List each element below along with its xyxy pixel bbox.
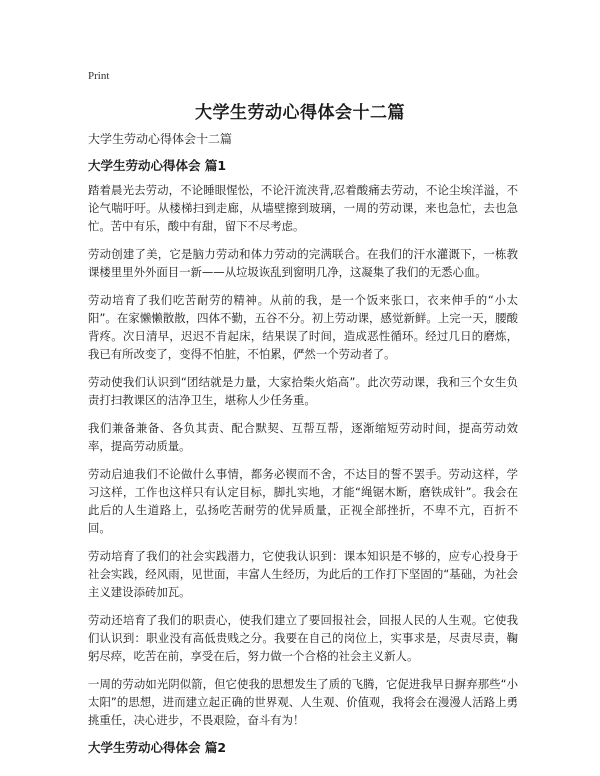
paragraph-5: 我们兼备兼备、各负其责、配合默契、互帮互帮，逐渐缩短劳动时间，提高劳动效率，提高劳动质量。 (88, 421, 518, 453)
page-title: 大学生劳动心得体会十二篇 (195, 103, 405, 123)
section-heading-1: 大学生劳动心得体会 篇1 (88, 158, 227, 173)
paragraph-1: 踏着晨光去劳动，不论睡眼惺忪，不论汗流浃背,忍着酸痛去劳动，不论尘埃洋溢，不论气喘吁吁。从楼梯扫到走廊，从墙壁擦到玻璃，一周的劳动课，来也急忙，去也急忙。苦中有乐，酸中有甜，留下不尽考虑。 (88, 183, 518, 233)
paragraph-9: 一周的劳动如光阴似箭，但它使我的思想发生了质的飞腾，它促进我早日摒弃那些“小太阳”的思想，进而建立起正确的世界观、人生观、价值观，我将会在漫漫人活路上勇挑重任，决心进步，不畏艰险，奋斗有为！ (88, 677, 518, 727)
paragraph-6: 劳动启迪我们不论做什么事情，都务必锲而不舍，不达目的誓不罢手。劳动这样，学习这样，工作也这样只有认定目标，脚扎实地，才能“绳锯木断，磨铁成针”。我会在此后的人生道路上，弘扬吃苦耐劳的优异质量，正视全部挫折，不卑不亢，百折不回。 (88, 467, 518, 535)
section-heading-2: 大学生劳动心得体会 篇2 (88, 740, 227, 755)
paragraph-4: 劳动使我们认识到“团结就是力量，大家拾柴火焰高”。此次劳动课，我和三个女生负责打扫教课区的洁净卫生，堪称人少任务重。 (88, 375, 518, 407)
paragraph-2: 劳动创建了美，它是脑力劳动和体力劳动的完满联合。在我们的汗水灌溉下，一栋教课楼里里外外面目一新——从垃圾诙乱到窗明几净，这凝集了我们的无悉心血。 (88, 247, 518, 279)
print-link[interactable]: Print (88, 70, 110, 82)
paragraph-8: 劳动还培育了我们的职责心，使我们建立了要回报社会，回报人民的人生观。它使我们认识到：职业没有高低贵贱之分。我要在自己的岗位上，实事求是，尽责尽责，鞠躬尽瘁，吃苦在前，享受在后，努力做一个合格的社会主义新人。 (88, 613, 518, 663)
paragraph-3: 劳动培育了我们吃苦耐劳的精神。从前的我，是一个饭来张口，衣来伸手的“小太阳”。在家懒懒散散，四体不勤，五谷不分。初上劳动课，感觉新鲜。上完一天，腰酸背疼。次日清早，迟迟不肯起床，结果误了时间，造成恶性循环。经过几日的磨炼，我已有所改变了，变得不怕脏，不怕累，俨然一个劳动者了。 (88, 293, 518, 361)
document-body (88, 131, 518, 763)
document-subtitle: 大学生劳动心得体会十二篇 (88, 132, 233, 146)
paragraph-7: 劳动培育了我们的社会实践潜力，它使我认识到：课本知识是不够的，应专心投身于社会实践，经风雨，见世面，丰富人生经历，为此后的工作打下坚固的“基础，为社会主义建设添砖加瓦。 (88, 549, 518, 599)
